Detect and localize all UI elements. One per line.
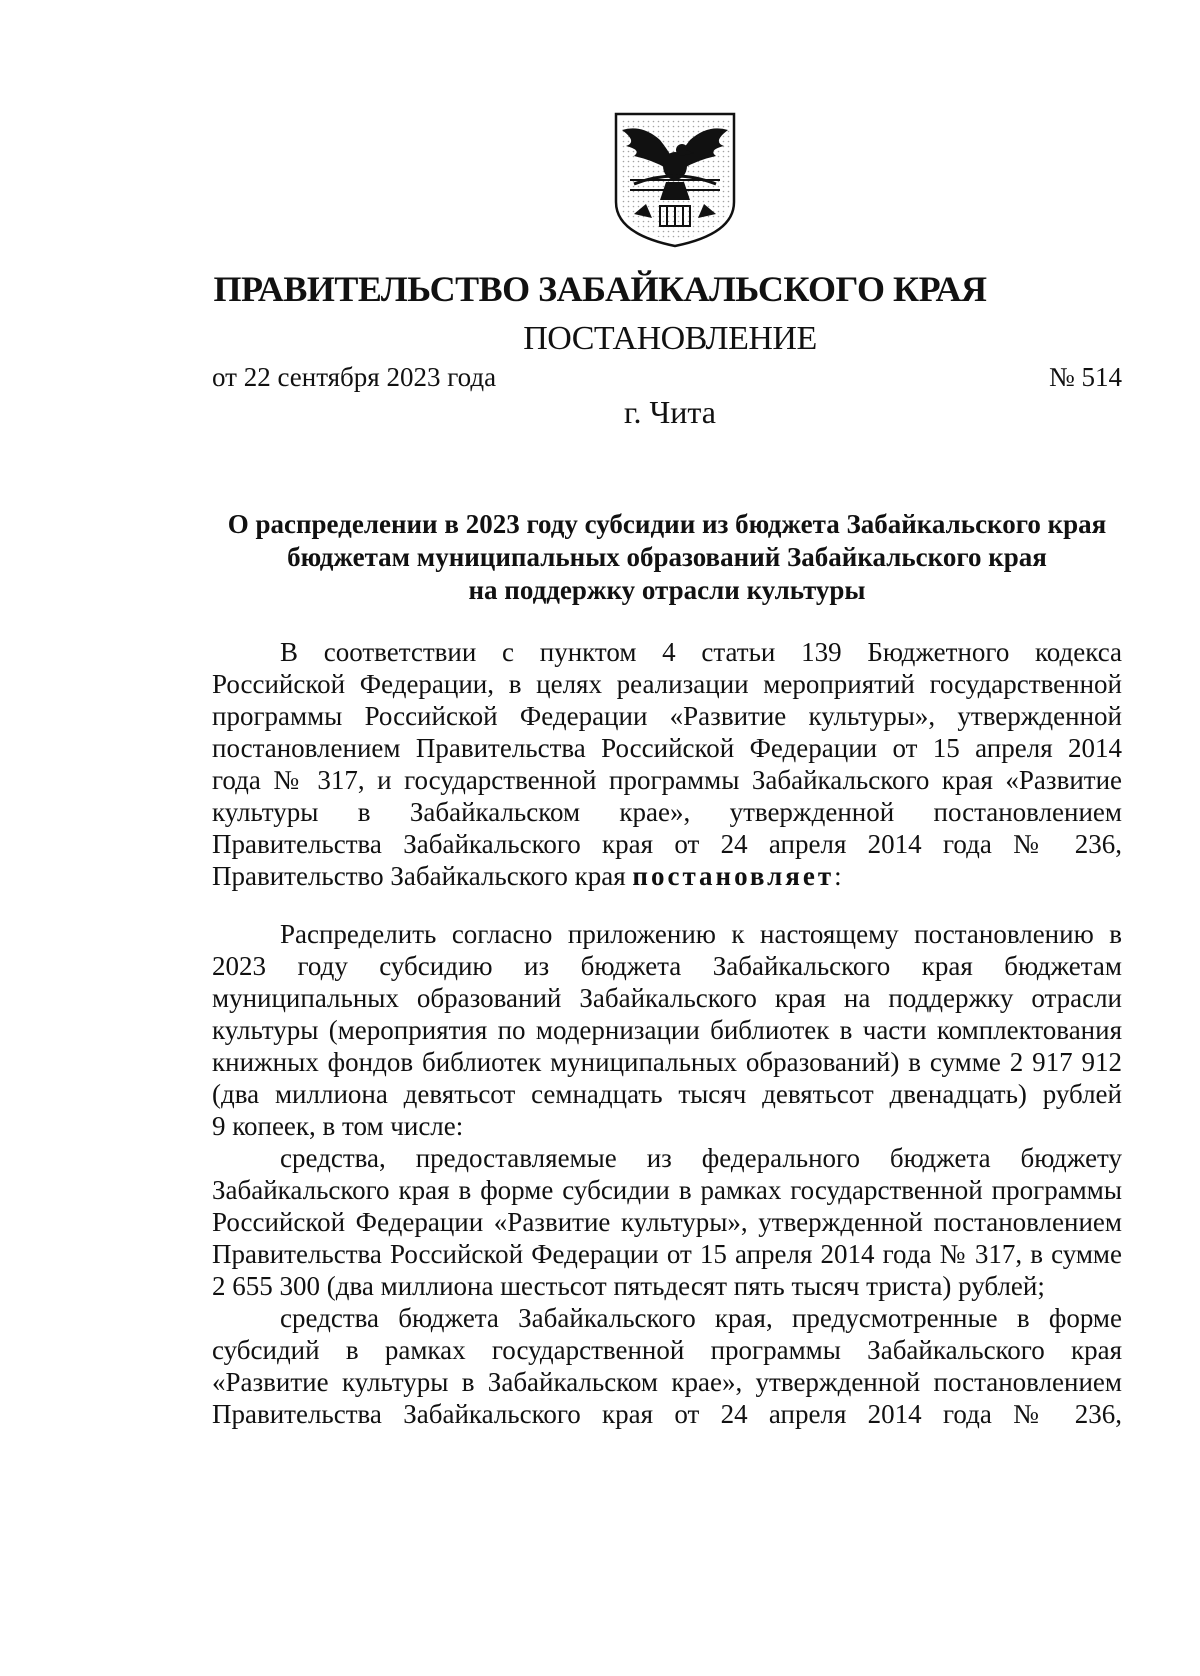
paragraph-line: Забайкальского края в форме субсидии в рамках государственной программы — [212, 1175, 1122, 1205]
paragraph-line: средства бюджета Забайкальского края, предусмотренные в форме — [280, 1303, 1122, 1333]
paragraph-line: (два миллиона девятьсот семнадцать тысяч девятьсот двенадцать) рублей — [212, 1079, 1122, 1109]
decree-suffix: : — [834, 861, 842, 891]
paragraph-line — [212, 860, 1122, 892]
paragraph-line: постановлением Правительства Российской Федерации от 15 апреля 2014 — [212, 733, 1122, 763]
paragraph-line: Правительства Забайкальского края от 24 апреля 2014 года № 236, — [212, 1399, 1122, 1429]
document-date: от 22 сентября 2023 года — [212, 362, 497, 392]
paragraph-line: Правительства Российской Федерации от 15 апреля 2014 года № 317, в сумме — [212, 1239, 1122, 1269]
document-number: № 514 — [1048, 362, 1122, 392]
paragraph-line: муниципальных образований Забайкальского края на поддержку отрасли — [212, 983, 1122, 1013]
paragraph-line: субсидий в рамках государственной программы Забайкальского края — [212, 1335, 1122, 1365]
preamble-paragraph — [212, 636, 1122, 892]
paragraph-line: культуры в Забайкальском крае», утвержденной постановлением — [212, 797, 1122, 827]
paragraph-line: 2023 году субсидию из бюджета Забайкальского края бюджетам — [212, 951, 1122, 981]
organization-title: ПРАВИТЕЛЬСТВО ЗАБАЙКАЛЬСКОГО КРАЯ — [213, 269, 987, 309]
federal-funds-paragraph — [212, 1142, 1122, 1302]
decree-prefix: Правительство Забайкальского края — [212, 861, 633, 891]
subject-line: О распределении в 2023 году субсидии из бюджета Забайкальского края — [227, 509, 1107, 539]
coat-of-arms-icon — [612, 110, 738, 250]
paragraph-line: 9 копеек, в том числе: — [212, 1111, 464, 1141]
paragraph-line: Правительства Забайкальского края от 24 апреля 2014 года № 236, — [212, 829, 1122, 859]
subject-line: на поддержку отрасли культуры — [468, 575, 866, 605]
paragraph-line: года № 317, и государственной программы Забайкальского края «Развитие — [212, 765, 1122, 795]
document-type: ПОСТАНОВЛЕНИЕ — [523, 320, 817, 357]
subject-line: бюджетам муниципальных образований Забайкальского края — [287, 542, 1047, 572]
paragraph-line: средства, предоставляемые из федерального бюджета бюджету — [280, 1143, 1122, 1173]
decree-word: постановляет — [632, 861, 835, 891]
document-city: г. Чита — [623, 394, 716, 430]
paragraph-line: В соответствии с пунктом 4 статьи 139 Бюджетного кодекса — [280, 637, 1122, 667]
paragraph-line: культуры (мероприятия по модернизации библиотек в части комплектования — [212, 1015, 1122, 1045]
paragraph-line: Российской Федерации «Развитие культуры», утвержденной постановлением — [212, 1207, 1122, 1237]
main-paragraph — [212, 918, 1122, 1142]
paragraph-line: 2 655 300 (два миллиона шестьсот пятьдесят пять тысяч триста) рублей; — [212, 1271, 1045, 1301]
paragraph-line: книжных фондов библиотек муниципальных образований) в сумме 2 917 912 — [212, 1047, 1122, 1077]
paragraph-line: «Развитие культуры в Забайкальском крае», утвержденной постановлением — [212, 1367, 1122, 1397]
regional-funds-paragraph — [212, 1302, 1122, 1430]
paragraph-line: Российской Федерации, в целях реализации мероприятий государственной — [212, 669, 1122, 699]
paragraph-line: программы Российской Федерации «Развитие культуры», утвержденной — [212, 701, 1122, 731]
document-subject — [212, 508, 1122, 607]
paragraph-line: Распределить согласно приложению к настоящему постановлению в — [280, 919, 1122, 949]
